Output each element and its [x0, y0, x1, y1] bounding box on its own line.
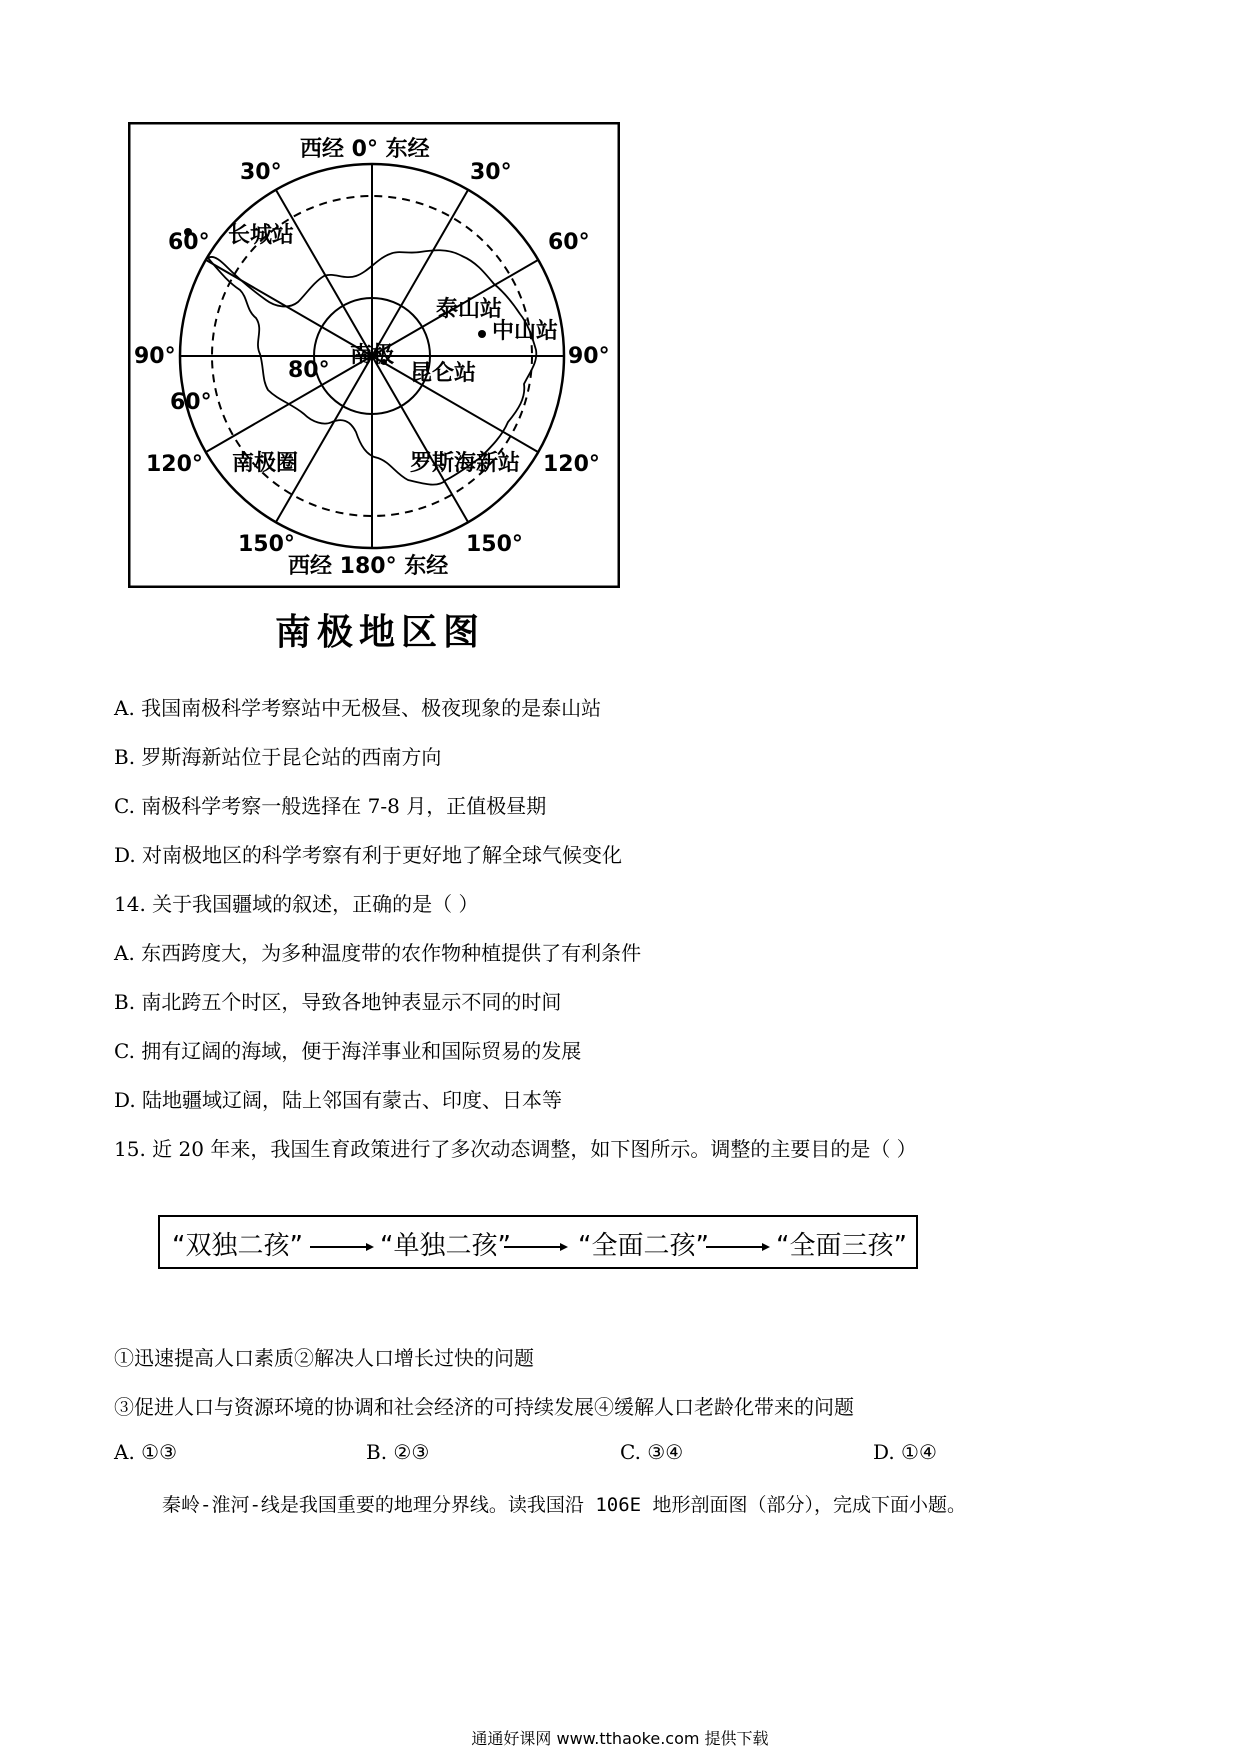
flow-arrow-3 [706, 1242, 770, 1252]
q15-stem: 15. 近 20 年来，我国生育政策进行了多次动态调整，如下图所示。调整的主要目的是（ ） [114, 1137, 917, 1161]
q15-option-d: D. ①④ [873, 1440, 937, 1464]
page-footer: 通通好课网 www.tthaoke.com 提供下载 [471, 1729, 769, 1748]
q15-option-b: B. ②③ [366, 1440, 430, 1464]
q13-option-c: C. 南极科学考察一般选择在 7-8 月，正值极昼期 [114, 794, 547, 818]
station-zhongshan: 中山站 [492, 319, 559, 344]
deg-60-right: 60° [548, 230, 590, 255]
q15-option-a: A. ①③ [114, 1440, 178, 1464]
map-title: 南极地区图 [274, 611, 485, 653]
station-changcheng: 长城站 [228, 223, 295, 248]
section-intro: 秦岭-淮河-线是我国重要的地理分界线。读我国沿 106E 地形剖面图（部分），完成下面小题。 [162, 1494, 967, 1516]
lat-80-label: 80° [288, 358, 330, 383]
lat-60-label: 60° [170, 390, 212, 415]
deg-90-right: 90° [568, 344, 610, 369]
deg-120-right: 120° [543, 452, 600, 477]
flow-arrow-2 [504, 1242, 568, 1252]
deg-30-left: 30° [240, 160, 282, 185]
flow-item-1: “双独二孩” [172, 1231, 303, 1261]
q13-option-d: D. 对南极地区的科学考察有利于更好地了解全球气候变化 [114, 843, 623, 867]
q13-option-a: A. 我国南极科学考察站中无极昼、极夜现象的是泰山站 [114, 696, 602, 720]
deg-150-left: 150° [238, 532, 295, 557]
pole-label: 南极 [350, 343, 395, 368]
q14-option-b: B. 南北跨五个时区，导致各地钟表显示不同的时间 [114, 990, 562, 1014]
station-kunlun: 昆仑站 [410, 361, 477, 386]
q14-option-d: D. 陆地疆域辽阔，陆上邻国有蒙古、印度、日本等 [114, 1088, 563, 1112]
deg-30-right: 30° [470, 160, 512, 185]
station-taishan: 泰山站 [436, 297, 503, 322]
deg-150-right: 150° [466, 532, 523, 557]
station-luosihai: 罗斯海新站 [410, 451, 521, 476]
flow-arrow-1 [310, 1242, 374, 1252]
flow-item-4: “全面三孩” [776, 1231, 907, 1261]
map-bottom-label: 西经 180° 东经 [288, 554, 449, 579]
q13-option-b: B. 罗斯海新站位于昆仑站的西南方向 [114, 745, 442, 769]
flow-item-2: “单独二孩” [380, 1231, 511, 1261]
q14-option-c: C. 拥有辽阔的海域，便于海洋事业和国际贸易的发展 [114, 1039, 582, 1063]
policy-flow-diagram [158, 1215, 918, 1269]
flow-item-3: “全面二孩” [578, 1231, 709, 1261]
antarctic-map [128, 122, 620, 588]
deg-60-left: 60° [168, 230, 210, 255]
zhongshan-dot [478, 330, 486, 338]
q15-statement-2: ③促进人口与资源环境的协调和社会经济的可持续发展④缓解人口老龄化带来的问题 [114, 1395, 854, 1419]
q15-option-c: C. ③④ [620, 1440, 684, 1464]
map-top-label: 西经 0° 东经 [300, 137, 430, 162]
q14-stem: 14. 关于我国疆域的叙述，正确的是（ ） [114, 892, 479, 916]
antarctic-circle-label: 南极圈 [232, 451, 299, 476]
q15-statement-1: ①迅速提高人口素质②解决人口增长过快的问题 [114, 1346, 534, 1370]
q14-option-a: A. 东西跨度大，为多种温度带的农作物种植提供了有利条件 [114, 941, 642, 965]
deg-120-left: 120° [146, 452, 203, 477]
deg-90-left: 90° [134, 344, 176, 369]
